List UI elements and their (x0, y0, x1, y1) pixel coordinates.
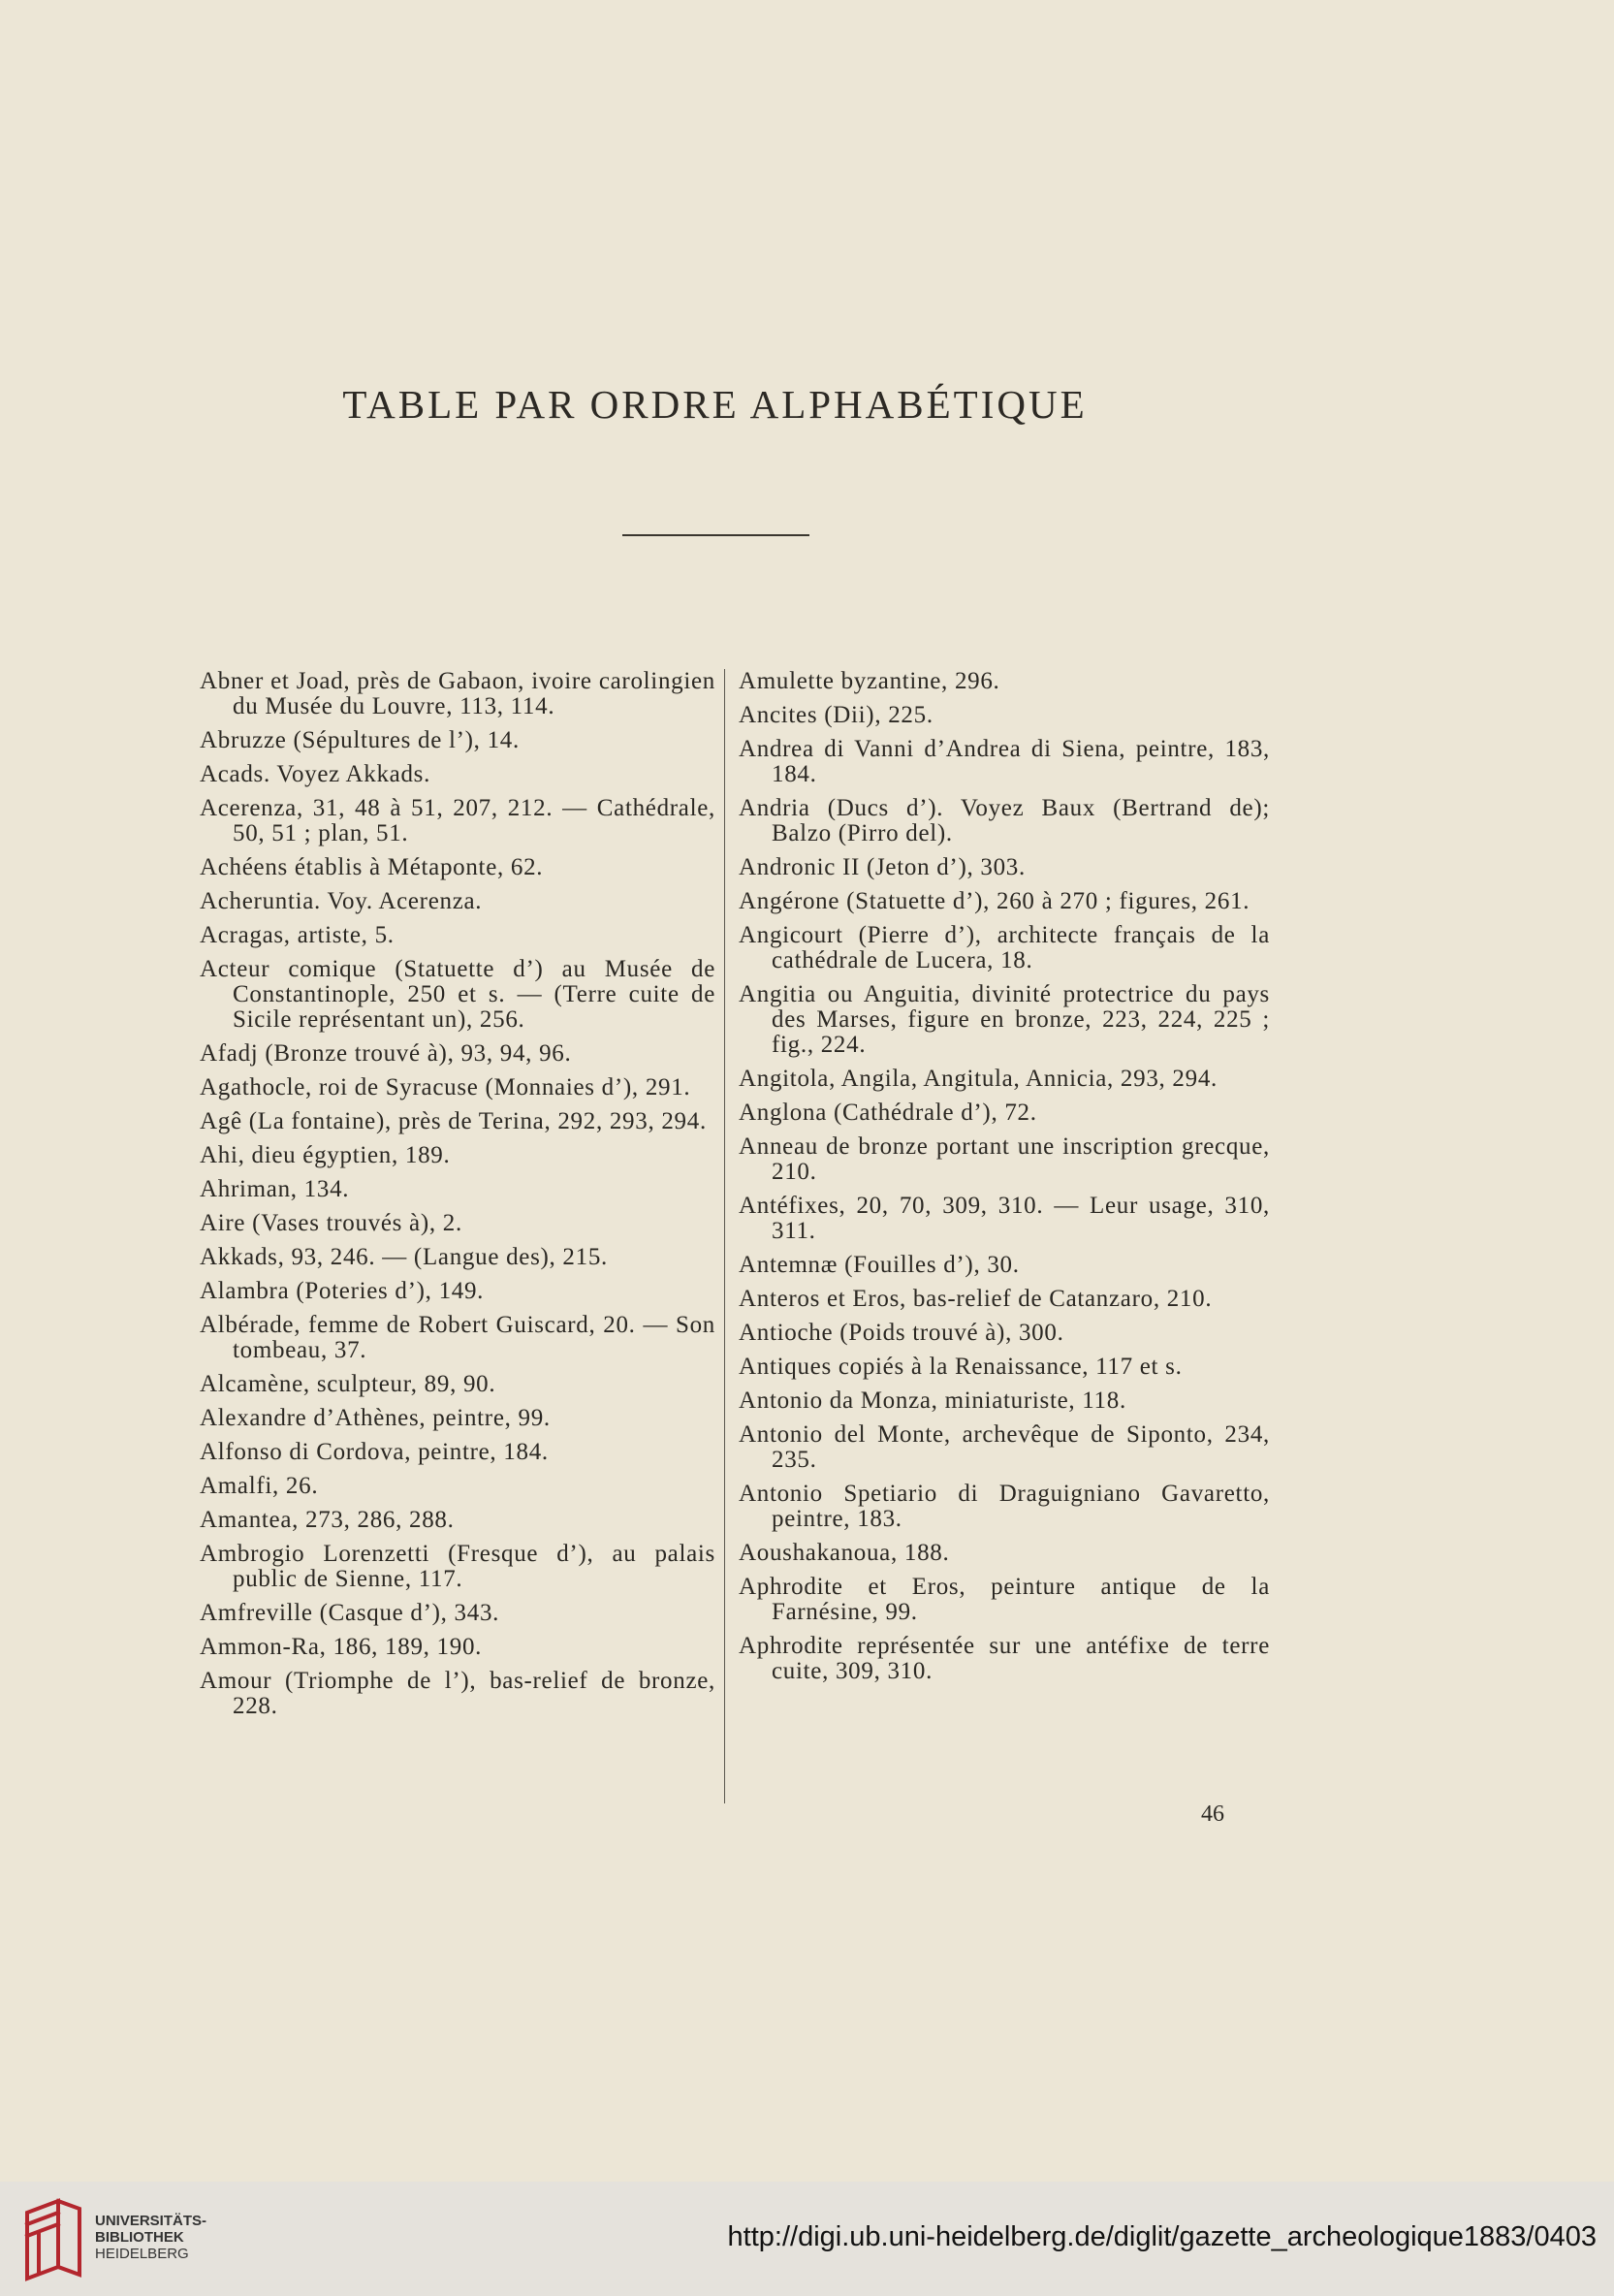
index-entry: Aire (Vases trouvés à), 2. (200, 1210, 462, 1236)
index-entry: Ambrogio Lorenzetti (Fresque d’), au palais public de Sienne, 117. (200, 1541, 715, 1592)
source-url[interactable]: http://digi.ub.uni-heidelberg.de/diglit/gazette_archeologique1883/0403 (727, 2221, 1597, 2252)
index-entry: Acerenza, 31, 48 à 51, 207, 212. — Cathédrale, 50, 51 ; plan, 51. (200, 795, 715, 846)
library-footer (0, 2182, 1614, 2296)
index-entry: Albérade, femme de Robert Guiscard, 20. — Son tombeau, 37. (200, 1312, 715, 1363)
index-entry: Antéfixes, 20, 70, 309, 310. — Leur usage, 310, 311. (739, 1193, 1270, 1244)
library-name-line3: HEIDELBERG (95, 2246, 189, 2262)
index-entry: Amalfi, 26. (200, 1473, 319, 1499)
index-entry: Angérone (Statuette d’), 260 à 270 ; figures, 261. (739, 888, 1250, 914)
index-entry: Aoushakanoua, 188. (739, 1540, 950, 1566)
index-entry: Amour (Triomphe de l’), bas-relief de bronze, 228. (200, 1668, 715, 1719)
index-entry: Acragas, artiste, 5. (200, 922, 395, 948)
index-entry: Antonio Spetiario di Draguigniano Gavaretto, peintre, 183. (739, 1481, 1270, 1532)
index-entry: Anglona (Cathédrale d’), 72. (739, 1100, 1037, 1126)
index-entry: Akkads, 93, 246. — (Langue des), 215. (200, 1244, 608, 1270)
index-entry: Angitola, Angila, Angitula, Annicia, 293, 294. (739, 1066, 1218, 1092)
index-entry: Amfreville (Casque d’), 343. (200, 1600, 500, 1626)
page-number: 46 (1201, 1802, 1224, 1827)
index-entry: Angitia ou Anguitia, divinité protectrice du pays des Marses, figure en bronze, 223, 224, 225 ; fig., 224. (739, 981, 1270, 1058)
index-entry: Antemnæ (Fouilles d’), 30. (739, 1252, 1020, 1278)
index-entry: Antonio da Monza, miniaturiste, 118. (739, 1387, 1126, 1414)
index-entry: Angicourt (Pierre d’), architecte français de la cathédrale de Lucera, 18. (739, 922, 1270, 973)
index-entry: Agê (La fontaine), près de Terina, 292, 293, 294. (200, 1108, 707, 1134)
page-title: TABLE PAR ORDRE ALPHABÉTIQUE (342, 382, 1088, 427)
index-entry: Abner et Joad, près de Gabaon, ivoire carolingien du Musée du Louvre, 113, 114. (200, 668, 715, 719)
index-entry: Alexandre d’Athènes, peintre, 99. (200, 1405, 551, 1431)
index-column-right (739, 669, 1270, 1693)
index-entry: Anteros et Eros, bas-relief de Catanzaro, 210. (739, 1286, 1213, 1312)
index-entry: Aphrodite représentée sur une antéfixe de terre cuite, 309, 310. (739, 1633, 1270, 1684)
index-entry: Antonio del Monte, archevêque de Siponto, 234, 235. (739, 1421, 1270, 1473)
index-entry: Ancites (Dii), 225. (739, 702, 934, 728)
index-entry: Ahriman, 134. (200, 1176, 350, 1202)
index-entry: Andria (Ducs d’). Voyez Baux (Bertrand de); Balzo (Pirro del). (739, 795, 1270, 846)
index-entry: Alambra (Poteries d’), 149. (200, 1278, 485, 1304)
column-divider (724, 669, 725, 1803)
index-entry: Andrea di Vanni d’Andrea di Siena, peintre, 183, 184. (739, 736, 1270, 787)
index-entry: Ahi, dieu égyptien, 189. (200, 1142, 451, 1168)
index-entry: Acteur comique (Statuette d’) au Musée de Constantinople, 250 et s. — (Terre cuite de Sicile représentant un), 256. (200, 956, 715, 1033)
index-entry: Alcamène, sculpteur, 89, 90. (200, 1371, 496, 1397)
library-logo-icon (19, 2195, 87, 2282)
index-entry: Aphrodite et Eros, peinture antique de la Farnésine, 99. (739, 1574, 1270, 1625)
index-entry: Amantea, 273, 286, 288. (200, 1507, 455, 1533)
library-name-line2: BIBLIOTHEK (95, 2229, 184, 2246)
index-entry: Abruzze (Sépultures de l’), 14. (200, 727, 520, 753)
index-entry: Amulette byzantine, 296. (739, 668, 1000, 694)
index-entry: Alfonso di Cordova, peintre, 184. (200, 1439, 549, 1465)
index-entry: Acheruntia. Voy. Acerenza. (200, 888, 483, 914)
index-entry: Antioche (Poids trouvé à), 300. (739, 1320, 1064, 1346)
index-entry: Agathocle, roi de Syracuse (Monnaies d’), 291. (200, 1074, 691, 1100)
library-name (95, 2213, 206, 2262)
index-column-left (200, 669, 715, 1728)
index-entry: Achéens établis à Métaponte, 62. (200, 854, 544, 880)
index-entry: Anneau de bronze portant une inscription grecque, 210. (739, 1133, 1270, 1185)
title-divider (622, 534, 809, 536)
index-entry: Afadj (Bronze trouvé à), 93, 94, 96. (200, 1040, 572, 1067)
index-entry: Acads. Voyez Akkads. (200, 761, 431, 787)
index-entry: Ammon-Ra, 186, 189, 190. (200, 1634, 483, 1660)
index-entry: Andronic II (Jeton d’), 303. (739, 854, 1026, 880)
library-name-line1: UNIVERSITÄTS- (95, 2213, 207, 2229)
index-entry: Antiques copiés à la Renaissance, 117 et s. (739, 1354, 1183, 1380)
